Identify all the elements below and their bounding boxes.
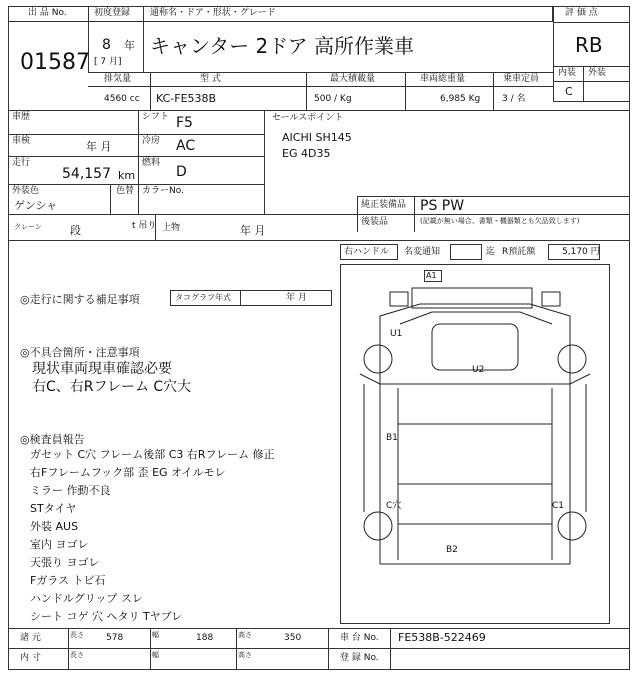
sales-point-2: EG 4D35 bbox=[282, 147, 331, 160]
inspector-line: 室内 ヨゴレ bbox=[30, 538, 89, 551]
diagram-mark: B1 bbox=[386, 433, 398, 443]
mileage-unit: km bbox=[118, 169, 136, 182]
aftermarket-note: (記載が無い場合、書類・機器類とも欠品致します) bbox=[420, 217, 580, 225]
rhd-label: 右ハンドル bbox=[344, 247, 390, 257]
capacity-value: 3 / 名 bbox=[502, 94, 526, 104]
chassis-label: 車 台 No. bbox=[340, 633, 379, 643]
height-label: 高さ bbox=[238, 651, 252, 659]
first-reg-year: 8 bbox=[102, 37, 111, 53]
crane-date-label: 上物 bbox=[162, 223, 181, 233]
inspector-line: 天張り ヨゴレ bbox=[30, 556, 100, 569]
height-value: 350 bbox=[284, 633, 302, 643]
fuel-label: 燃料 bbox=[142, 158, 161, 168]
inspector-line: Fガラス トビ石 bbox=[30, 574, 106, 587]
shift-value: F5 bbox=[176, 115, 193, 131]
gross-weight-label: 車両総重量 bbox=[420, 74, 466, 84]
ac-label: 冷房 bbox=[142, 136, 161, 146]
genuine-equip-value: PS PW bbox=[420, 198, 465, 214]
header-row bbox=[8, 6, 553, 22]
first-reg-year-unit: 年 bbox=[124, 39, 135, 52]
driving-notes-label: ◎走行に関する補足事項 bbox=[20, 293, 140, 306]
sales-point-1: AICHI SH145 bbox=[282, 131, 352, 144]
inspection-value: 年 月 bbox=[86, 140, 112, 153]
width-label: 幅 bbox=[152, 651, 159, 659]
r-tax-value: 5,170 円 bbox=[562, 247, 600, 257]
displacement-value: 4560 cc bbox=[104, 94, 140, 104]
first-reg-label: 初度登録 bbox=[94, 8, 131, 18]
ext-color-label: 外装色 bbox=[12, 186, 40, 196]
r-tax-label: R預託額 bbox=[502, 247, 536, 257]
length-label: 長さ bbox=[70, 631, 84, 639]
model-name: キャンター 2ドア 高所作業車 bbox=[150, 34, 415, 58]
crane-ton-unit: t 吊り bbox=[132, 221, 157, 231]
interior-grade: C bbox=[565, 85, 573, 98]
inspector-line: ハンドルグリップ スレ bbox=[30, 592, 143, 605]
capacity-label: 乗車定員 bbox=[503, 74, 540, 84]
ext-color-value: ゲンシャ bbox=[14, 199, 58, 212]
lot-no-label: 出 品 No. bbox=[28, 8, 67, 18]
fuel-value: D bbox=[176, 164, 187, 180]
yen-label: 迄 bbox=[486, 247, 496, 257]
lot-number: 01587 bbox=[20, 50, 90, 75]
crane-stage-unit: 段 bbox=[70, 224, 81, 237]
name-change-label: 名変通知 bbox=[404, 247, 441, 257]
sales-point-label: セールスポイント bbox=[272, 113, 344, 123]
defect-label: ◎不具合箇所・注意事項 bbox=[20, 346, 140, 359]
defect-line-2: 右C、右Rフレーム C穴大 bbox=[32, 379, 192, 395]
gross-weight-value: 6,985 Kg bbox=[440, 94, 481, 104]
mileage-label: 走行 bbox=[12, 158, 31, 168]
crane-label: クレーン bbox=[14, 223, 42, 231]
color-change-label: 色替 bbox=[116, 186, 135, 196]
length-label: 長さ bbox=[70, 651, 84, 659]
height-label: 高さ bbox=[238, 631, 252, 639]
type-label: 型 式 bbox=[200, 74, 221, 84]
truck-diagram bbox=[340, 264, 610, 624]
inspector-label: ◎検査員報告 bbox=[20, 433, 85, 446]
max-load-value: 500 / Kg bbox=[314, 94, 352, 104]
inspector-line: 右Fフレームフック部 歪 EG オイルモレ bbox=[30, 466, 226, 479]
color-code-label: カラーNo. bbox=[142, 186, 184, 196]
history-label: 車歴 bbox=[12, 112, 31, 122]
diagram-mark: U1 bbox=[390, 329, 403, 339]
type-value: KC-FE538B bbox=[156, 92, 217, 105]
diagram-mark: A1 bbox=[426, 271, 437, 280]
diagram-mark: C1 bbox=[552, 501, 565, 511]
width-value: 188 bbox=[196, 633, 214, 643]
tacho-label: タコグラフ年式 bbox=[175, 293, 231, 302]
size-label: 諸 元 bbox=[20, 633, 41, 643]
rating-value: RB bbox=[575, 33, 603, 57]
tacho-value: 年 月 bbox=[286, 293, 307, 303]
inspector-line: ガセット C穴 フレーム後部 C3 右Rフレーム 修正 bbox=[30, 448, 275, 461]
diagram-mark: U2 bbox=[472, 365, 485, 375]
aftermarket-label: 後装品 bbox=[361, 217, 389, 227]
model-grade-label: 通称名・ドア・形状・グレード bbox=[150, 8, 276, 18]
displacement-label: 排気量 bbox=[104, 74, 132, 84]
length-value: 578 bbox=[106, 633, 124, 643]
chassis-value: FE538B-522469 bbox=[398, 631, 486, 644]
first-reg-month: [ 7 月] bbox=[94, 57, 122, 67]
inspection-label: 車検 bbox=[12, 136, 31, 146]
ac-value: AC bbox=[176, 138, 196, 154]
inspector-line: STタイヤ bbox=[30, 502, 77, 515]
interior-dim-label: 内 寸 bbox=[20, 653, 41, 663]
inspector-line: ミラー 作動不良 bbox=[30, 484, 111, 497]
shift-label: シフト bbox=[142, 112, 170, 122]
defect-line-1: 現状車両現車確認必要 bbox=[32, 361, 172, 377]
diagram-mark: B2 bbox=[446, 545, 458, 555]
crane-date-value: 年 月 bbox=[240, 224, 266, 237]
diagram-mark: C穴 bbox=[386, 501, 402, 511]
mileage-value: 54,157 bbox=[62, 166, 111, 182]
genuine-equip-label: 純正装備品 bbox=[361, 200, 407, 210]
reg-label: 登 録 No. bbox=[340, 653, 379, 663]
inspector-line: シート コゲ 穴 ヘタリ Tヤブレ bbox=[30, 610, 183, 623]
rating-label: 評 価 点 bbox=[565, 8, 598, 18]
width-label: 幅 bbox=[152, 631, 159, 639]
max-load-label: 最大積載量 bbox=[330, 74, 376, 84]
interior-label: 内装 bbox=[558, 68, 577, 78]
name-change-box bbox=[450, 244, 482, 260]
exterior-label: 外装 bbox=[588, 68, 607, 78]
inspector-line: 外装 AUS bbox=[30, 520, 79, 533]
